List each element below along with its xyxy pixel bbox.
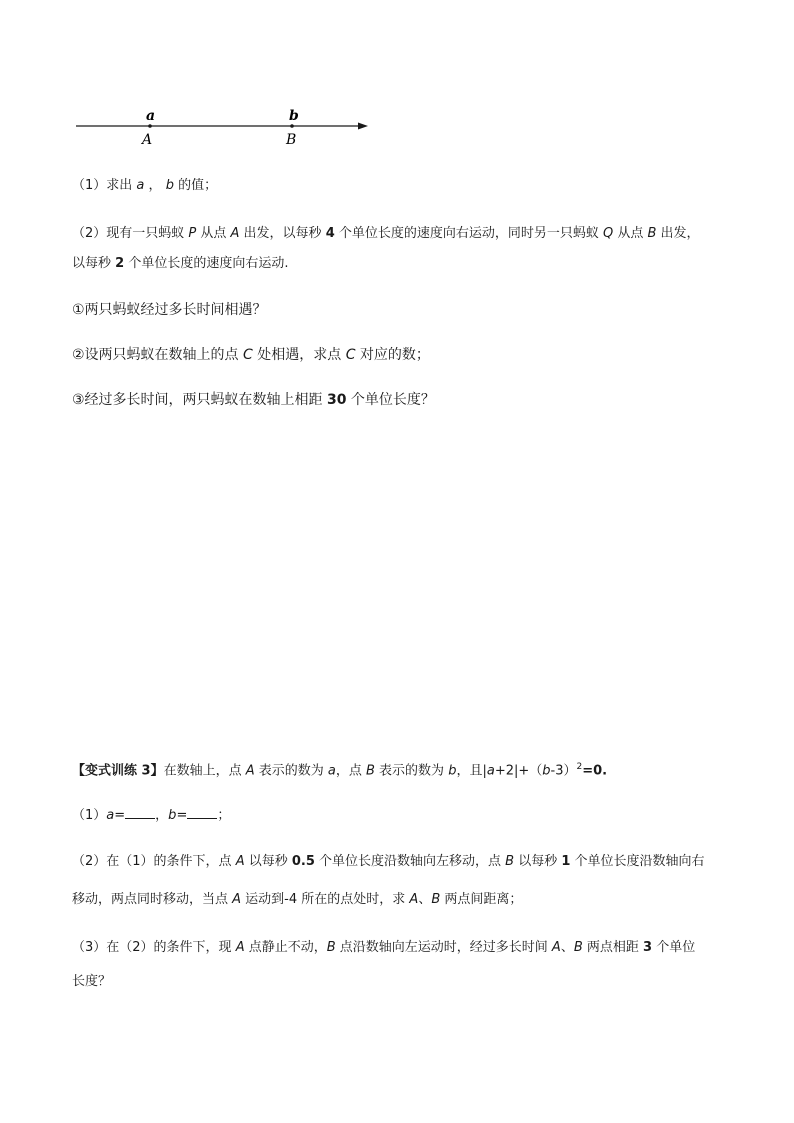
vq2-text: 个单位长度沿数轴向右 <box>570 854 705 869</box>
q1-suffix: 的值； <box>178 178 218 193</box>
number-line-figure <box>72 104 382 154</box>
point-a-name-label: A <box>142 132 153 148</box>
variant-expr-a: a <box>486 763 495 779</box>
q2-var-b: B <box>647 226 657 241</box>
answer-blank-a[interactable] <box>125 806 155 819</box>
q2-text: 出发， <box>656 226 700 241</box>
q2-text: 从点 <box>613 226 648 241</box>
q1-sep: ， <box>148 178 162 193</box>
sub3-distance: 30 <box>327 392 347 408</box>
vq3-var-b: B <box>326 940 336 955</box>
point-b-dot <box>290 124 294 128</box>
sub-question-2 <box>72 345 430 365</box>
variant-question-2-line-1 <box>72 852 705 872</box>
variant-training-3 <box>72 757 607 781</box>
q2-text: 从点 <box>196 226 231 241</box>
vq2-speed-b: 1 <box>561 854 571 869</box>
vq1-prefix: （1） <box>72 808 107 823</box>
vq1-equals: = <box>114 808 126 823</box>
variant-text: +2|+（ <box>494 763 543 779</box>
sub2-var-c: C <box>243 347 253 363</box>
answer-blank-b[interactable] <box>187 806 217 819</box>
q2-text: 以每秒 <box>72 256 116 271</box>
q2-speed-1: 4 <box>325 226 335 241</box>
q2-var-a: A <box>230 226 240 241</box>
vq3-text: 两点相距 <box>582 940 644 955</box>
vq3-distance: 3 <box>643 940 653 955</box>
sub-question-1: ①两只蚂蚁经过多长时间相遇？ <box>72 302 267 318</box>
vq3-text: 点静止不动， <box>244 940 327 955</box>
point-b-name-label: B <box>286 132 297 148</box>
point-a-dot <box>148 124 152 128</box>
variant-text: 在数轴上，点 <box>163 763 246 779</box>
question-2-line-2 <box>72 254 288 274</box>
vq2-text: 移动，两点同时移动，当点 <box>72 892 233 907</box>
variant-question-2-line-2 <box>72 890 522 910</box>
vq2-text: （2）在（1）的条件下，点 <box>72 854 236 869</box>
vq2-var-a: A <box>232 892 242 907</box>
variant-exponent: 2 <box>576 762 583 772</box>
sub2-text: 处相遇，求点 <box>252 347 346 363</box>
q2-text: 个单位长度的速度向右运动. <box>124 256 289 271</box>
vq2-var-a: A <box>235 854 245 869</box>
vq1-var-b: b <box>168 808 177 823</box>
q2-var-q: Q <box>603 226 614 241</box>
vq2-text: 、 <box>418 892 432 907</box>
sub2-text: ②设两只蚂蚁在数轴上的点 <box>72 347 244 363</box>
vq3-text: 个单位 <box>652 940 696 955</box>
sub3-text: 个单位长度？ <box>346 392 435 408</box>
variant-var-a: a <box>327 763 336 779</box>
vq1-end: ； <box>217 808 231 823</box>
q2-text: （2）现有一只蚂蚁 <box>72 226 189 241</box>
vq1-sep: ， <box>155 808 169 823</box>
vq3-var-a: A <box>235 940 245 955</box>
variant-question-3-line-1 <box>72 938 695 958</box>
variant-title: 【变式训练 3】 <box>72 763 164 779</box>
variant-text: =0. <box>582 763 608 779</box>
point-b-value-label: b <box>289 108 299 124</box>
q2-text: 出发，以每秒 <box>239 226 326 241</box>
variant-question-3-line-2: 长度？ <box>72 974 112 989</box>
variant-expr-b: b <box>542 763 551 779</box>
arrow-right-icon <box>358 123 368 130</box>
vq2-text: 个单位长度沿数轴向左移动，点 <box>314 854 506 869</box>
question-2-line-1 <box>72 224 700 244</box>
variant-question-1 <box>72 806 230 826</box>
vq3-var-b: B <box>573 940 583 955</box>
q2-var-p: P <box>188 226 197 241</box>
q2-text: 个单位长度的速度向右运动，同时另一只蚂蚁 <box>334 226 603 241</box>
q2-speed-2: 2 <box>115 256 125 271</box>
vq1-equals: = <box>176 808 188 823</box>
vq2-var-b: B <box>431 892 441 907</box>
sub3-text: ③经过多长时间，两只蚂蚁在数轴上相距 <box>72 392 327 408</box>
q1-var-a: a <box>136 178 145 193</box>
variant-var-b-upper: B <box>366 763 375 779</box>
variant-text: -3） <box>550 763 577 779</box>
vq3-text: （3）在（2）的条件下，现 <box>72 940 236 955</box>
point-a-value-label: a <box>146 108 156 124</box>
q1-prefix: （1）求出 <box>72 178 133 193</box>
sub-question-3 <box>72 390 435 410</box>
vq2-var-a: A <box>409 892 419 907</box>
vq2-text: 运动到-4 所在的点处时，求 <box>241 892 410 907</box>
variant-var-a-upper: A <box>245 763 255 779</box>
vq3-text: 点沿数轴向左运动时，经过多长时间 <box>335 940 552 955</box>
variant-text: 表示的数为 <box>374 763 449 779</box>
vq2-text: 以每秒 <box>244 854 292 869</box>
q1-var-b: b <box>165 178 174 193</box>
sub2-var-c: C <box>345 347 356 363</box>
vq2-text: 以每秒 <box>514 854 562 869</box>
vq3-var-a: A <box>551 940 561 955</box>
variant-text: 表示的数为 <box>254 763 328 779</box>
sub2-text: 对应的数； <box>355 347 430 363</box>
question-1 <box>72 176 217 196</box>
vq3-text: 、 <box>560 940 574 955</box>
variant-text: ，点 <box>335 763 366 779</box>
vq2-text: 两点间距离； <box>440 892 523 907</box>
variant-var-b: b <box>448 763 457 779</box>
vq1-var-a: a <box>106 808 115 823</box>
variant-text: ，且| <box>456 763 487 779</box>
number-line-svg <box>72 104 382 154</box>
vq2-var-b: B <box>505 854 515 869</box>
vq2-speed-a: 0.5 <box>291 854 315 869</box>
